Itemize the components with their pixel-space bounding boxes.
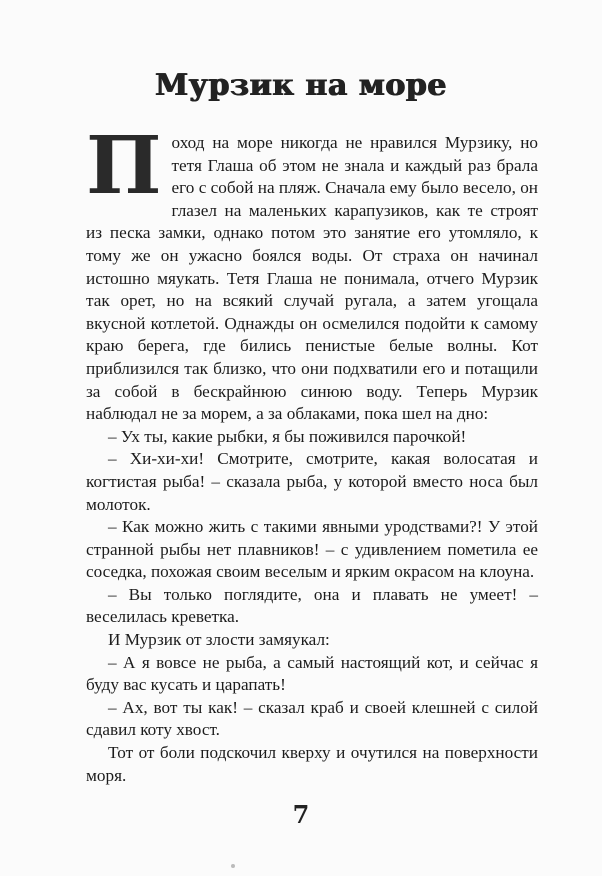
- paragraph-8: – Ах, вот ты как! – сказал краб и своей клешней с силой сдавил коту хвост.: [86, 697, 538, 740]
- drop-cap: П: [86, 118, 162, 212]
- paragraph-9: Тот от боли подскочил кверху и очутился на поверхности моря.: [86, 743, 538, 785]
- paragraph-1: [86, 118, 538, 426]
- paragraph-2: – Ух ты, какие рыбки, я бы поживился парочкой!: [108, 426, 467, 446]
- story-title: Мурзик на море: [155, 68, 447, 103]
- paragraph-5: – Вы только поглядите, она и плавать не умеет! – веселилась креветка.: [86, 584, 538, 627]
- paragraph-1-text: оход на море никогда не нравился Мурзику, но тетя Глаша об этом не знала и каждый раз брала его с собой на пляж. Сначала ему было весело, он глазел на маленьких карапузиков, как те строят из песка замки, однако потом это занятие его утомляло, к тому же он ужасно боялся воды. От страха он начинал истошно мяукать. Тетя Глаша не понимала, отчего Мурзик так орет, но на всякий случай ругала, а затем угощала вкусной котлетой. Однажды он осмелился подойти к самому краю берега, где бились пенистые белые волны. Кот приблизился так близко, что они подхватили его и потащили за собой в бескрайнюю синюю воду. Теперь Мурзик наблюдал не за морем, а за облаками, пока шел на дно:: [86, 133, 538, 424]
- paragraph-6: И Мурзик от злости замяукал:: [108, 630, 330, 650]
- page-number: 7: [292, 800, 310, 829]
- paragraph-7: – А я вовсе не рыба, а самый настоящий кот, и сейчас я буду вас кусать и царапать!: [86, 652, 538, 695]
- paragraph-4: – Как можно жить с такими явными уродствами?! У этой странной рыбы нет плавников! – с удивлением пометила ее соседка, похожая своим веселым и ярким окрасом на клоуна.: [86, 517, 538, 582]
- story-body: [86, 118, 538, 787]
- paragraph-3: – Хи-хи-хи! Смотрите, смотрите, какая волосатая и когтистая рыба! – сказала рыба, у которой вместо носа был молоток.: [86, 449, 538, 514]
- print-speck: [231, 864, 235, 868]
